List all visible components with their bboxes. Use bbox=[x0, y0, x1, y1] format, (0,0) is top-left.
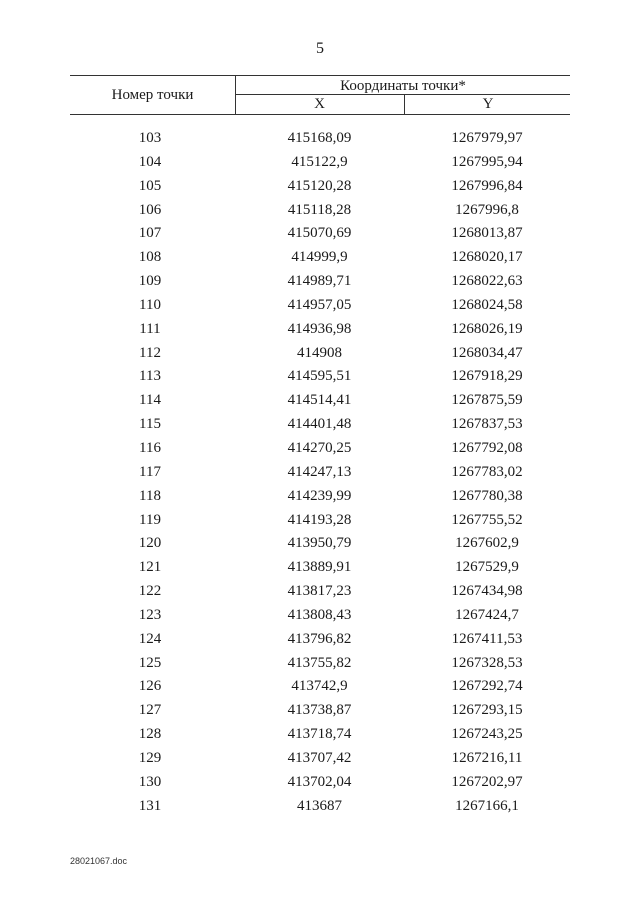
point-number-cell: 116 bbox=[139, 439, 161, 456]
x-coordinate-cell: 415070,69 bbox=[287, 225, 352, 242]
table-row bbox=[70, 556, 570, 580]
table-row bbox=[70, 461, 570, 485]
point-number-cell: 121 bbox=[138, 559, 162, 576]
table-row bbox=[70, 175, 570, 199]
table-row bbox=[70, 365, 570, 389]
table-row bbox=[70, 580, 570, 604]
x-coordinate-cell: 414989,71 bbox=[287, 273, 352, 290]
table-row bbox=[70, 795, 570, 819]
y-coordinate-cell: 1267792,08 bbox=[451, 439, 523, 456]
x-coordinate-cell: 414401,48 bbox=[287, 416, 352, 433]
point-number-cell: 125 bbox=[138, 654, 162, 671]
x-coordinate-cell: 413742,9 bbox=[291, 678, 348, 695]
table-row bbox=[70, 604, 570, 628]
y-coordinate-cell: 1268020,17 bbox=[451, 249, 523, 266]
point-number-cell: 123 bbox=[138, 606, 162, 623]
x-coordinate-cell: 413796,82 bbox=[287, 630, 352, 647]
point-number-cell: 109 bbox=[138, 273, 162, 290]
y-coordinate-cell: 1267755,52 bbox=[451, 511, 523, 528]
y-coordinate-cell: 1267243,25 bbox=[451, 726, 523, 743]
point-number-cell: 114 bbox=[139, 392, 161, 409]
header-x: X bbox=[314, 96, 325, 112]
point-number-cell: 117 bbox=[139, 463, 161, 480]
y-coordinate-cell: 1267996,84 bbox=[451, 177, 523, 194]
y-coordinate-cell: 1267424,7 bbox=[455, 606, 519, 623]
x-coordinate-cell: 414999,9 bbox=[291, 249, 348, 266]
x-coordinate-cell: 413755,82 bbox=[287, 654, 352, 671]
point-number-cell: 104 bbox=[138, 153, 162, 170]
y-coordinate-cell: 1267202,97 bbox=[451, 773, 523, 790]
x-coordinate-cell: 414239,99 bbox=[287, 487, 352, 504]
y-coordinate-cell: 1267328,53 bbox=[451, 654, 523, 671]
y-coordinate-cell: 1267875,59 bbox=[451, 392, 523, 409]
table-body bbox=[70, 127, 570, 818]
y-coordinate-cell: 1267529,9 bbox=[455, 559, 519, 576]
table-row bbox=[70, 151, 570, 175]
table-header bbox=[70, 75, 570, 115]
table-row bbox=[70, 199, 570, 223]
point-number-cell: 130 bbox=[138, 773, 162, 790]
y-coordinate-cell: 1267293,15 bbox=[451, 702, 523, 719]
x-coordinate-cell: 414957,05 bbox=[287, 296, 352, 313]
table-row bbox=[70, 723, 570, 747]
x-coordinate-cell: 413889,91 bbox=[287, 559, 352, 576]
x-coordinate-cell: 414908 bbox=[297, 344, 342, 361]
header-point-number: Номер точки bbox=[111, 87, 194, 103]
y-coordinate-cell: 1267783,02 bbox=[451, 463, 523, 480]
point-number-cell: 110 bbox=[139, 296, 161, 313]
x-coordinate-cell: 413687 bbox=[297, 797, 342, 814]
point-number-cell: 128 bbox=[138, 726, 162, 743]
page-number: 5 bbox=[316, 40, 324, 57]
table-row bbox=[70, 318, 570, 342]
point-number-cell: 103 bbox=[138, 130, 162, 146]
point-number-cell: 107 bbox=[138, 225, 162, 242]
table-row bbox=[70, 127, 570, 151]
x-coordinate-cell: 415122,9 bbox=[291, 153, 348, 170]
table-row bbox=[70, 270, 570, 294]
point-number-cell: 119 bbox=[139, 511, 161, 528]
y-coordinate-cell: 1267166,1 bbox=[455, 797, 519, 814]
x-coordinate-cell: 413817,23 bbox=[287, 583, 352, 600]
y-coordinate-cell: 1267292,74 bbox=[451, 678, 523, 695]
table-row bbox=[70, 675, 570, 699]
table-row bbox=[70, 509, 570, 533]
point-number-cell: 129 bbox=[138, 749, 162, 766]
y-coordinate-cell: 1267979,97 bbox=[451, 130, 523, 146]
footer-filename: 28021067.doc bbox=[70, 856, 128, 866]
y-coordinate-cell: 1267996,8 bbox=[455, 201, 519, 218]
table-row bbox=[70, 413, 570, 437]
x-coordinate-cell: 413950,79 bbox=[287, 535, 352, 552]
y-coordinate-cell: 1267995,94 bbox=[451, 153, 523, 170]
x-coordinate-cell: 414514,41 bbox=[287, 392, 352, 409]
header-coordinates: Координаты точки* bbox=[340, 78, 466, 94]
y-coordinate-cell: 1267411,53 bbox=[451, 630, 523, 647]
x-coordinate-cell: 415168,09 bbox=[287, 130, 352, 146]
header-y: Y bbox=[404, 95, 571, 114]
y-coordinate-cell: 1267918,29 bbox=[451, 368, 523, 385]
point-number-cell: 113 bbox=[139, 368, 161, 385]
x-coordinate-cell: 414270,25 bbox=[287, 439, 352, 456]
x-coordinate-cell: 415120,28 bbox=[287, 177, 352, 194]
point-number-cell: 127 bbox=[138, 702, 162, 719]
table-row bbox=[70, 437, 570, 461]
point-number-cell: 118 bbox=[139, 487, 161, 504]
table-row bbox=[70, 628, 570, 652]
point-number-cell: 112 bbox=[139, 344, 161, 361]
x-coordinate-cell: 414595,51 bbox=[287, 368, 352, 385]
point-number-cell: 120 bbox=[138, 535, 162, 552]
point-number-cell: 106 bbox=[138, 201, 162, 218]
point-number-cell: 122 bbox=[138, 583, 162, 600]
table-row bbox=[70, 389, 570, 413]
table-row bbox=[70, 342, 570, 366]
x-coordinate-cell: 413707,42 bbox=[287, 749, 352, 766]
point-number-cell: 105 bbox=[138, 177, 162, 194]
y-coordinate-cell: 1267602,9 bbox=[455, 535, 519, 552]
point-number-cell: 126 bbox=[138, 678, 162, 695]
table-row bbox=[70, 699, 570, 723]
table-row bbox=[70, 747, 570, 771]
y-coordinate-cell: 1267780,38 bbox=[451, 487, 523, 504]
y-coordinate-cell: 1267216,11 bbox=[451, 749, 523, 766]
table-row bbox=[70, 532, 570, 556]
y-coordinate-cell: 1268026,19 bbox=[451, 320, 523, 337]
x-coordinate-cell: 413718,74 bbox=[287, 726, 352, 743]
table-row bbox=[70, 771, 570, 795]
y-coordinate-cell: 1267434,98 bbox=[451, 583, 523, 600]
point-number-cell: 108 bbox=[138, 249, 162, 266]
y-coordinate-cell: 1268022,63 bbox=[451, 273, 523, 290]
x-coordinate-cell: 413702,04 bbox=[287, 773, 352, 790]
table-row bbox=[70, 652, 570, 676]
x-coordinate-cell: 414193,28 bbox=[287, 511, 352, 528]
table-row bbox=[70, 246, 570, 270]
table-row bbox=[70, 222, 570, 246]
point-number-cell: 124 bbox=[138, 630, 162, 647]
y-coordinate-cell: 1268034,47 bbox=[451, 344, 523, 361]
x-coordinate-cell: 414936,98 bbox=[287, 320, 352, 337]
x-coordinate-cell: 413808,43 bbox=[287, 606, 352, 623]
y-coordinate-cell: 1268024,58 bbox=[451, 296, 523, 313]
table-row bbox=[70, 485, 570, 509]
point-number-cell: 111 bbox=[139, 320, 161, 337]
x-coordinate-cell: 415118,28 bbox=[287, 201, 352, 218]
x-coordinate-cell: 414247,13 bbox=[287, 463, 352, 480]
y-coordinate-cell: 1267837,53 bbox=[451, 416, 523, 433]
point-number-cell: 131 bbox=[138, 797, 162, 814]
point-number-cell: 115 bbox=[139, 416, 161, 433]
y-coordinate-cell: 1268013,87 bbox=[451, 225, 523, 242]
table-row bbox=[70, 294, 570, 318]
x-coordinate-cell: 413738,87 bbox=[287, 702, 352, 719]
